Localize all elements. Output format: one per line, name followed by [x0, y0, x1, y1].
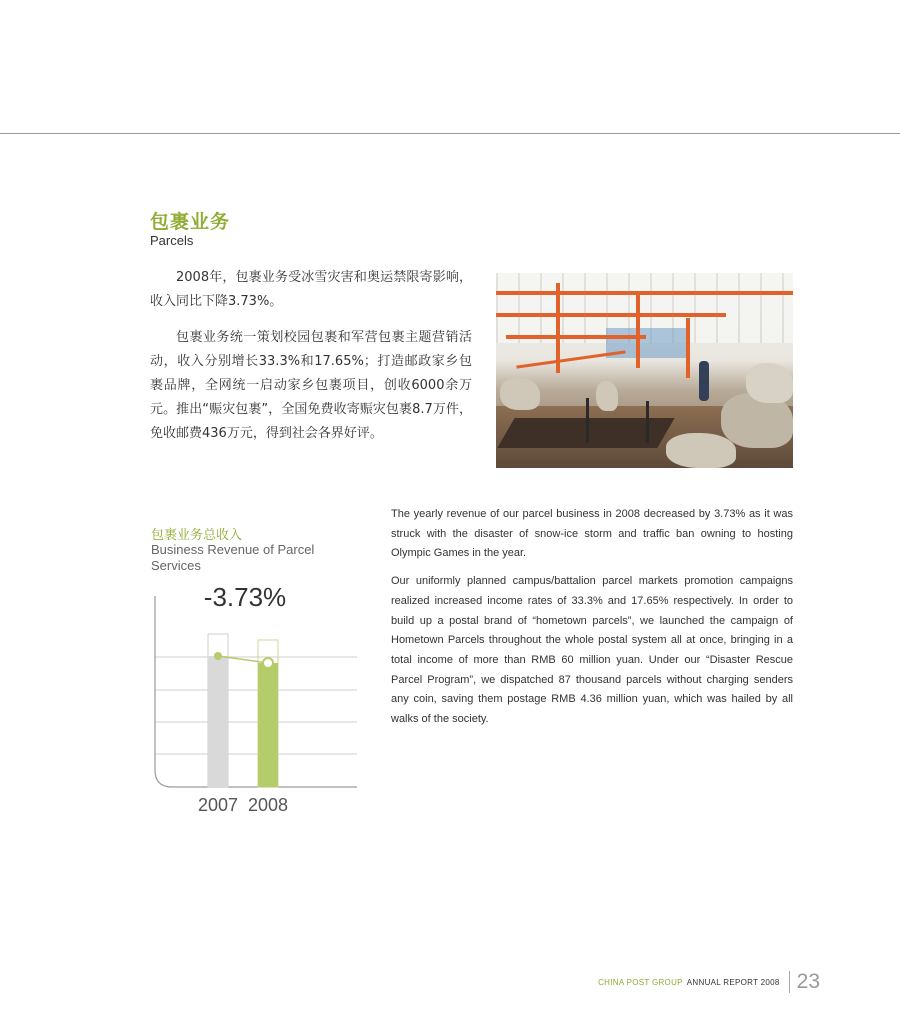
english-body-text [391, 505, 793, 738]
footer-divider [789, 971, 790, 993]
en-paragraph-2: Our uniformly planned campus/battalion parcel markets promotion campaigns realized increased income rates of 33.3% and 17.65% respectively. In order to build up a postal brand of “hometown parcels”, we launched the campaign of Hometown Parcels throughout the whole postal system all at once, bringing in a total income of more than RMB 60 million yuan. Under our “Disaster Rescue Parcel Program”, we dispatched 87 thousand parcels without charging senders any coin, saving them postage RMB 4.36 million yuan, which was hailed by all walks of the society. [391, 575, 793, 726]
en-paragraph-1: The yearly revenue of our parcel business in 2008 decreased by 3.73% as it was struck with the disaster of snow-ice storm and traffic ban owning to hosting Olympic Games in the year. [391, 508, 793, 560]
top-divider [0, 133, 900, 134]
bar-2008 [258, 663, 278, 787]
page-footer [598, 970, 820, 994]
chart-title-zh: 包裹业务总收入 [151, 528, 243, 543]
data-point-2008 [263, 658, 273, 668]
section-title-en: Parcels [150, 233, 194, 248]
footer-report-title: ANNUAL REPORT 2008 [686, 977, 780, 987]
parcel-sorting-photo [496, 273, 793, 468]
chart-change-annotation: -3.73% [203, 582, 287, 612]
footer-company: CHINA POST GROUP [598, 977, 683, 987]
x-tick-label-2008: 2008 [247, 795, 289, 815]
data-point-2007 [214, 652, 222, 660]
chinese-body-text [150, 266, 472, 458]
zh-paragraph-1: 2008年，包裹业务受冰雪灾害和奥运禁限寄影响，收入同比下降3.73%。 [150, 270, 472, 309]
chart-axis-frame [155, 596, 357, 787]
bar-2007 [208, 656, 228, 787]
chart-title-en: Business Revenue of Parcel Services [151, 542, 315, 573]
chart-gridlines [155, 657, 357, 754]
section-title-zh: 包裹业务 [150, 211, 231, 233]
x-tick-label-2007: 2007 [197, 795, 239, 815]
page-number: 23 [796, 970, 820, 993]
zh-paragraph-2: 包裹业务统一策划校园包裹和军营包裹主题营销活动，收入分别增长33.3%和17.65%；打造邮政家乡包裹品牌，全网统一启动家乡包裹项目，创收6000余万元。推出“赈灾包裹”，全国免费收寄赈灾包裹8.7万件，免收邮费436万元，得到社会各界好评。 [150, 330, 472, 441]
revenue-chart [150, 580, 365, 820]
